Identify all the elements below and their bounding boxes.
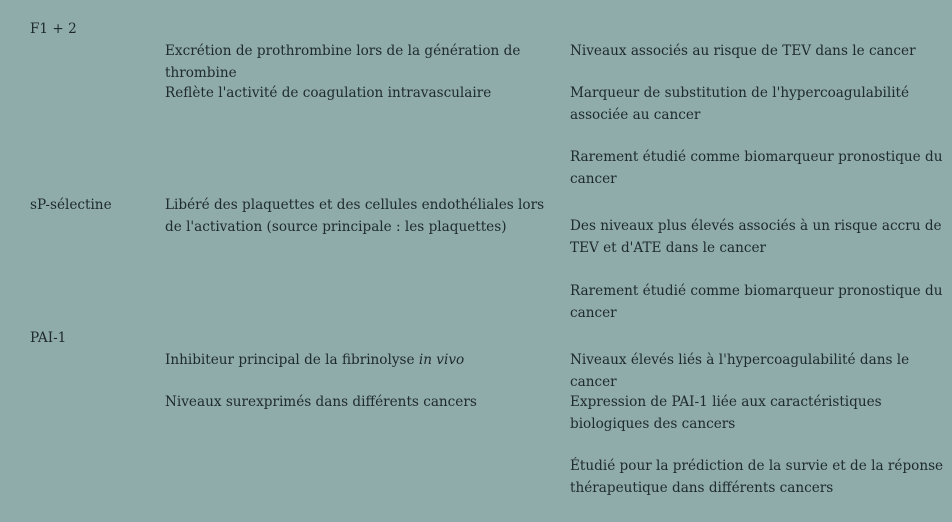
significance-item: Rarement étudié comme biomarqueur pronostique du cancer <box>570 149 943 187</box>
description-item: Reflète l'activité de coagulation intravasculaire <box>165 85 492 101</box>
significance-item: Rarement étudié comme biomarqueur pronostique du cancer <box>570 283 943 321</box>
description-text: Inhibiteur principal de la fibrinolyse <box>165 352 419 368</box>
significance-item: Niveaux associés au risque de TEV dans le cancer <box>570 43 916 59</box>
description-item: Libéré des plaquettes et des cellules endothéliales lors de l'activation (source principale : les plaquettes) <box>165 197 545 235</box>
significance-item: Des niveaux plus élevés associés à un risque accru de TEV et d'ATE dans le cancer <box>570 218 942 256</box>
significance-item: Expression de PAI-1 liée aux caractéristiques biologiques des cancers <box>570 394 882 432</box>
marker-name: sP-sélectine <box>30 197 112 213</box>
description-item: Niveaux surexprimés dans différents cancers <box>165 394 477 410</box>
significance-item: Marqueur de substitution de l'hypercoagulabilité associée au cancer <box>570 85 910 123</box>
description-italic: in vivo <box>418 352 465 368</box>
description-item <box>165 350 560 372</box>
significance-item: Étudié pour la prédiction de la survie et de la réponse thérapeutique dans différents cancers <box>570 458 944 496</box>
marker-name: PAI-1 <box>30 330 67 346</box>
description-item: Excrétion de prothrombine lors de la génération de thrombine <box>165 43 521 81</box>
marker-name: F1 + 2 <box>30 21 77 37</box>
significance-item: Niveaux élevés liés à l'hypercoagulabilité dans le cancer <box>570 352 910 390</box>
